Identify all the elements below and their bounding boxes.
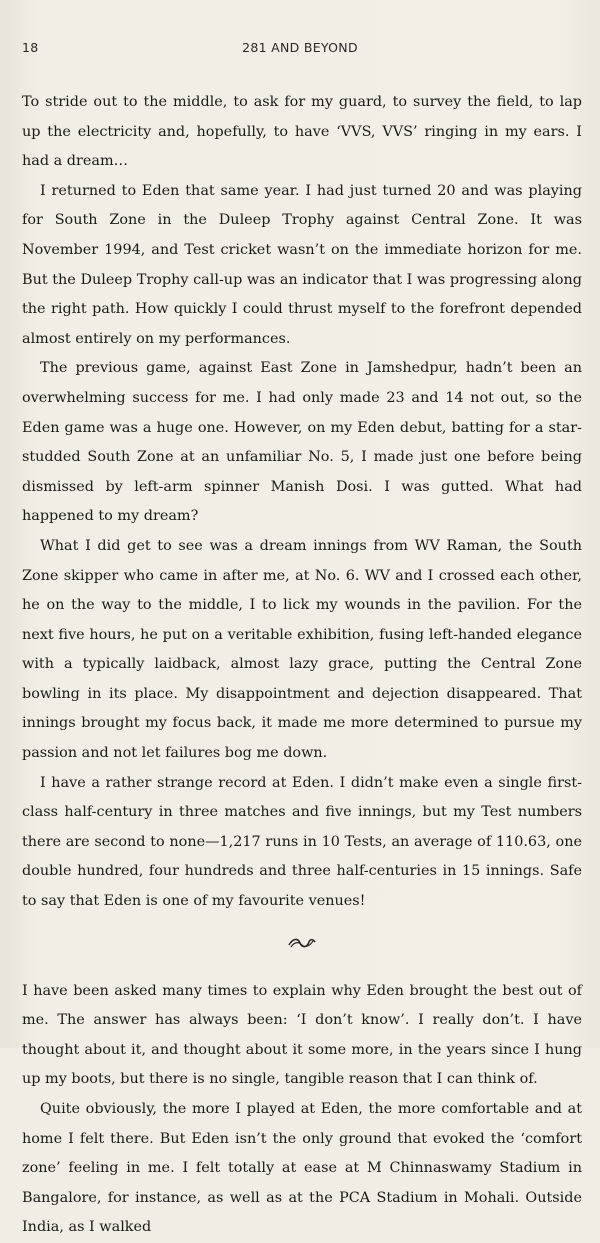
running-head: 281 AND BEYOND bbox=[242, 40, 358, 55]
paragraph-4: What I did get to see was a dream innings from WV Raman, the South Zone skipper who came in after me, at No. 6. WV and I crossed each other, he on the way to the middle, I to lick my wounds in the pavilion. For the next five hours, he put on a veritable exhibition, fusing left-handed elegance with a typically laidback, almost lazy grace, putting the Central Zone bowling in its place. My disappointment and dejection disappeared. That innings brought my focus back, it made me more determined to pursue my passion and not let failures bog me down. bbox=[22, 537, 582, 762]
section-break-ornament-icon bbox=[22, 917, 582, 969]
page-header bbox=[0, 40, 600, 60]
paragraph-1: To stride out to the middle, to ask for my guard, to survey the field, to lap up the electricity and, hopefully, to have ‘VVS, VVS’ ringing in my ears. I had a dream… bbox=[22, 94, 582, 170]
paragraph-7: Quite obviously, the more I played at Eden, the more comfortable and at home I felt there. But Eden isn’t the only ground that evoked the ‘comfort zone’ feeling in me. I felt totally at ease at M Chinnaswamy Stadium in Bangalore, for instance, as well as at the PCA Stadium in Mohali. Outside India, as I walked bbox=[22, 1101, 582, 1236]
body-text bbox=[22, 88, 582, 1243]
paragraph-6: I have been asked many times to explain why Eden brought the best out of me. The answer has always been: ‘I don’t know’. I really don’t. I have thought about it, and thought about it some more, in the years since I hung up my boots, but there is no single, tangible reason that I can think of. bbox=[22, 982, 582, 1088]
page-number: 18 bbox=[22, 40, 39, 55]
paragraph-3: The previous game, against East Zone in Jamshedpur, hadn’t been an overwhelming success for me. I had only made 23 and 14 not out, so the Eden game was a huge one. However, on my Eden debut, batting for a star-studded South Zone at an unfamiliar No. 5, I made just one before being dismissed by left-arm spinner Manish Dosi. I was gutted. What had happened to my dream? bbox=[22, 360, 582, 525]
paragraph-2: I returned to Eden that same year. I had just turned 20 and was playing for South Zone in the Duleep Trophy against Central Zone. It was November 1994, and Test cricket wasn’t on the immediate horizon for me. But the Duleep Trophy call-up was an indicator that I was progressing along the right path. How quickly I could thrust myself to the forefront depended almost entirely on my performances. bbox=[22, 182, 582, 347]
flourish-icon bbox=[287, 936, 317, 950]
paragraph-5: I have a rather strange record at Eden. I didn’t make even a single first-class half-century in three matches and five innings, but my Test numbers there are second to none—1,217 runs in 10 Tests, an average of 110.63, one double hundred, four hundreds and three half-centuries in 15 innings. Safe to say that Eden is one of my favourite venues! bbox=[22, 774, 582, 910]
